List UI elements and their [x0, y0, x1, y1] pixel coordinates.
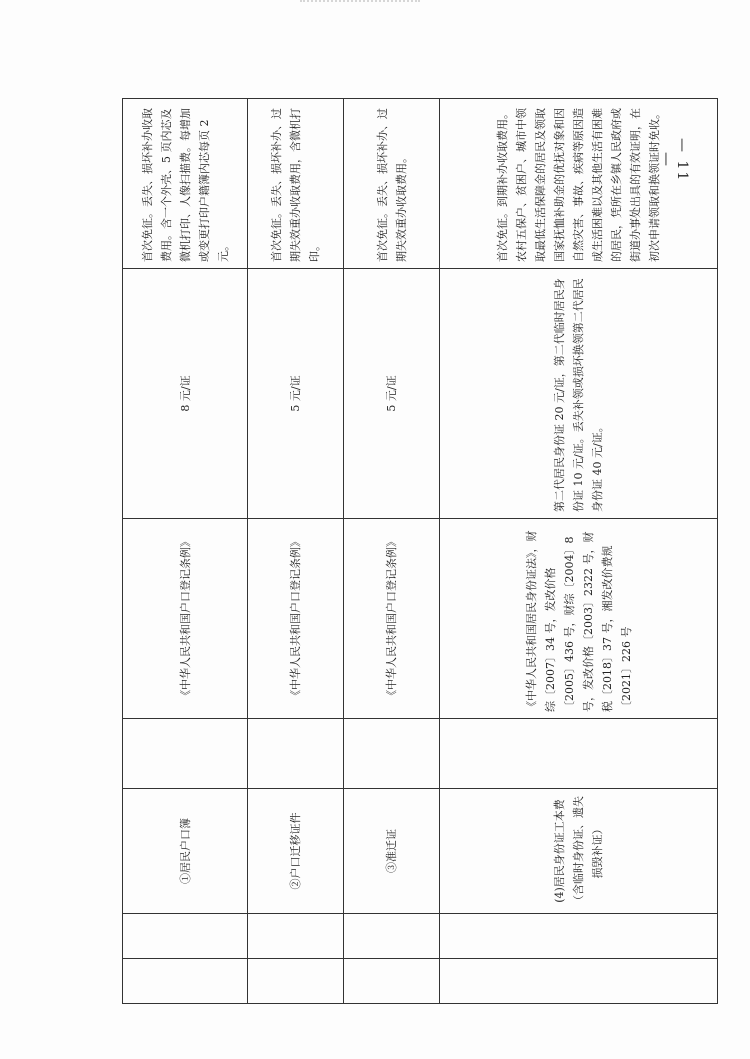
page-number: — 11 —	[658, 137, 690, 183]
fee-standard: 5 元/证	[248, 269, 344, 519]
fee-table	[122, 98, 718, 1004]
blank-cell	[440, 959, 718, 1004]
blank-cell	[123, 914, 248, 959]
blank-cell	[248, 914, 344, 959]
blank-cell	[123, 959, 248, 1004]
table-row	[344, 99, 440, 1004]
item-name: (4)居民身份证工本费（含临时身份证、遗失损毁补证）	[440, 789, 718, 914]
legal-basis: 《中华人民共和国居民身份证法》，财综〔2007〕34 号，发改价格〔2005〕436 号，财综〔2004〕8 号，发改价格〔2003〕2322 号，财税〔2018〕37 号，湘发改价费规〔2021〕226 号	[440, 519, 718, 719]
blank-cell	[123, 719, 248, 789]
table-row	[123, 99, 248, 1004]
rotated-page	[122, 99, 717, 1004]
legal-basis: 《中华人民共和国户口登记条例》	[344, 519, 440, 719]
exemption-note: 首次免征。丢失、损坏补办、过期失效重办收取费用。	[344, 99, 440, 269]
blank-cell	[248, 959, 344, 1004]
legal-basis: 《中华人民共和国户口登记条例》	[248, 519, 344, 719]
fee-standard: 8 元/证	[123, 269, 248, 519]
blank-cell	[344, 719, 440, 789]
legal-basis: 《中华人民共和国户口登记条例》	[123, 519, 248, 719]
blank-cell	[440, 719, 718, 789]
fee-standard: 第二代居民身份证 20 元/证，第二代临时居民身份证 10 元/证。丢失补领或损坏换领第二代居民身份证 40 元/证。	[440, 269, 718, 519]
exemption-note: 首次免征。丢失、损坏补办收取费用。含一个外壳、5 页内芯及微机打印、人像扫描费。每增加或变更打印户籍簿内芯每页 2 元。	[123, 99, 248, 269]
blank-cell	[344, 914, 440, 959]
fee-standard: 5 元/证	[344, 269, 440, 519]
exemption-note: 首次免征。到期补办收取费用。农村五保户、贫困户、城市中领取最低生活保障金的居民及领取国家抚恤补助金的优抚对象和因自然灾害、事故、疾病等原因造成生活困难以及其他生活有困难的居民，凭所在乡镇人民政府或街道办事处出具的有效证明，在初次申请领取和换领证时免收。	[440, 99, 718, 269]
blank-cell	[440, 914, 718, 959]
table-row	[248, 99, 344, 1004]
table-row	[440, 99, 718, 1004]
item-name: ①居民户口簿	[123, 789, 248, 914]
blank-cell	[344, 959, 440, 1004]
item-name: ③准迁证	[344, 789, 440, 914]
blank-cell	[248, 719, 344, 789]
scan-artifact	[300, 0, 420, 8]
item-name: ②户口迁移证件	[248, 789, 344, 914]
exemption-note: 首次免征。丢失、损坏补办、过期失效重办收取费用，含微机打印。	[248, 99, 344, 269]
